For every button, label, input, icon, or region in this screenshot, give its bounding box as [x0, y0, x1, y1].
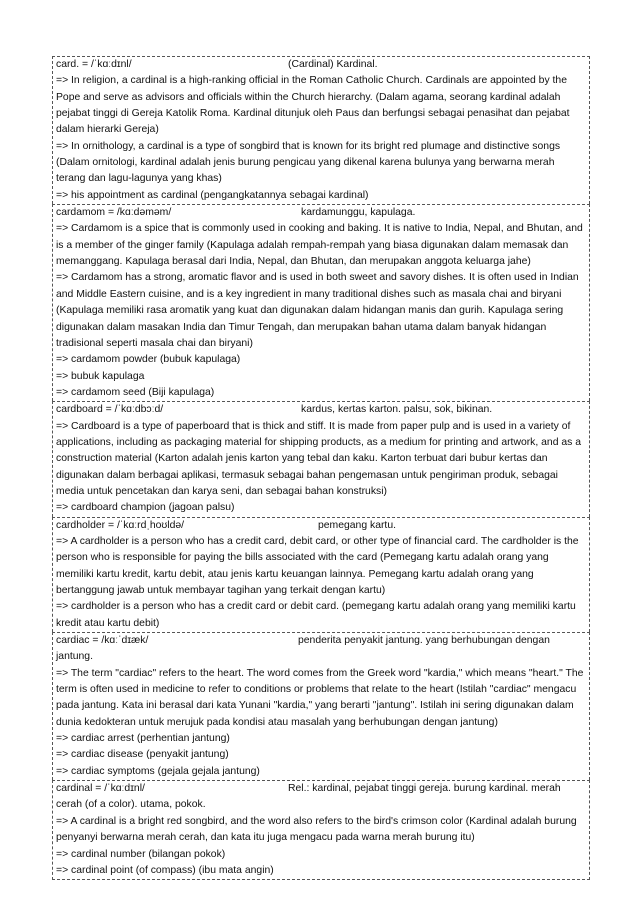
entry-line: => cardboard champion (jagoan palsu): [56, 502, 235, 514]
entry-line: => bubuk kapulaga: [56, 370, 145, 382]
entry-line: => Cardboard is a type of paperboard that is thick and stiff. It is made from paper pulp and is used in a variety of applications, including as packaging material for shipping products, as a medium for printing and artwork, and as a construction material (Karton adalah jenis karton yang tebal dan kaku. Karton terbuat dari bubur kertas dan digunakan dalam berbagai aplikasi, termasuk sebagai bahan pengemasan untuk pengiriman produk, sebagai media untuk pencetakan dan karya seni, dan sebagai bahan konstruksi): [56, 420, 582, 497]
entry-line: => his appointment as cardinal (pengangkatannya sebagai kardinal): [56, 189, 369, 201]
entry-cardamom: [52, 204, 590, 401]
entry-term: cardiac = /kɑːˈdɪæk/: [56, 635, 149, 647]
entry-term: card. = /ˈkɑːdɪnl/: [56, 59, 132, 70]
entry-head: [56, 57, 586, 73]
entry-cardiac: [52, 632, 590, 780]
entry-line: => cardinal point (of compass) (ibu mata angin): [56, 864, 274, 876]
entry-cardholder: [52, 517, 590, 632]
entry-head: [56, 781, 586, 814]
entry-term: cardboard = /ˈkɑːdbɔːd/: [56, 404, 164, 416]
entry-line: => cardamom powder (bubuk kapulaga): [56, 354, 241, 366]
entry-line: => cardinal number (bilangan pokok): [56, 848, 226, 860]
dictionary-page: [52, 56, 590, 880]
entry-line: => Cardamom has a strong, aromatic flavor and is used in both sweet and savory dishes. It is often used in Indian and Middle Eastern cuisine, and is a key ingredient in many traditional dishes such as masala chai and biryani (Kapulaga memiliki rasa aromatik yang kuat dan digunakan dalam hidangan manis dan gurih. Kapulaga sering digunakan dalam masakan India dan Timur Tengah, dan merupakan bahan utama dalam banyak hidangan tradisional seperti masala chai dan biryani): [56, 272, 579, 349]
entry-head: [56, 402, 586, 418]
entry-line: => A cardholder is a person who has a credit card, debit card, or other type of financial card. The cardholder is the person who is responsible for paying the bills associated with the card (Pemegang kartu adalah orang yang memiliki kartu kredit, kartu debit, atau jenis kartu keuangan lainnya. Pemegang kartu adalah orang yang bertanggung jawab untuk membayar tagihan yang terkait dengan kartu): [56, 535, 579, 596]
entry-gloss: Rel.: kardinal, pejabat tinggi gereja. burung kardinal. merah cerah (of a color). utama, pokok.: [56, 783, 561, 811]
entry-gloss: penderita penyakit jantung. yang berhubungan dengan jantung.: [56, 635, 550, 663]
entry-cardinal: [52, 780, 590, 880]
entry-card: [52, 56, 590, 204]
entry-gloss: kardamunggu, kapulaga.: [301, 207, 416, 219]
entry-line: => In religion, a cardinal is a high-ranking official in the Roman Catholic Church. Cardinals are appointed by the Pope and serve as advisors and officials within the Church hierarchy. (Dalam agama, seorang kardinal adalah pejabat tinggi di Gereja Katolik Roma. Kardinal ditunjuk oleh Paus dan berfungsi sebagai penasihat dan pejabat dalam hierarki Gereja): [56, 75, 570, 136]
entry-gloss: (Cardinal) Kardinal.: [288, 59, 378, 70]
entry-head: [56, 518, 586, 534]
entry-gloss: kardus, kertas karton. palsu, sok, bikinan.: [301, 404, 493, 416]
entry-line: => cardholder is a person who has a credit card or debit card. (pemegang kartu adalah orang yang memiliki kartu kredit atau kartu debit): [56, 601, 576, 629]
entry-term: cardinal = /ˈkɑːdɪnl/: [56, 783, 145, 795]
entry-line: => A cardinal is a bright red songbird, and the word also refers to the bird's crimson color (Kardinal adalah burung penyanyi berwarna merah cerah, dan kata itu juga mengacu pada warna merah burung itu): [56, 815, 577, 844]
entry-line: => The term "cardiac" refers to the heart. The word comes from the Greek word "kardia," which means "heart." The term is often used in medicine to refer to conditions or problems that relate to the heart (Istilah "cardiac" mengacu pada jantung. Kata ini berasal dari kata Yunani "kardia," yang berarti "jantung". Istilah ini sering digunakan dalam dunia kedokteran untuk merujuk pada kondisi atau masalah yang berhubungan dengan jantung): [56, 667, 584, 728]
entry-head: [56, 633, 586, 666]
entry-line: => cardiac arrest (perhentian jantung): [56, 733, 230, 745]
entry-term: cardamom = /kɑːdəməm/: [56, 207, 172, 219]
entry-line: => cardamom seed (Biji kapulaga): [56, 386, 215, 398]
entry-head: [56, 205, 586, 221]
entry-cardboard: [52, 401, 590, 516]
entry-term: cardholder = /ˈkɑːrdˌhoʊldə/: [56, 519, 185, 531]
entry-line: => Cardamom is a spice that is commonly used in cooking and baking. It is native to India, Nepal, and Bhutan, and is a member of the ginger family (Kapulaga adalah rempah-rempah yang biasa digunakan dalam memasak dan memanggang. Kapulaga berasal dari India, Nepal, dan Bhutan, dan merupakan anggota keluarga jahe): [56, 223, 583, 268]
entry-line: => cardiac symptoms (gejala gejala jantung): [56, 765, 260, 777]
entry-line: => In ornithology, a cardinal is a type of songbird that is known for its bright red plumage and distinctive songs (Dalam ornitologi, kardinal adalah jenis burung pengicau yang dikenal karena bulunya yang berwarna merah terang dan lagu-lagunya yang khas): [56, 140, 561, 185]
entry-line: => cardiac disease (penyakit jantung): [56, 749, 229, 761]
entry-gloss: pemegang kartu.: [318, 519, 396, 531]
